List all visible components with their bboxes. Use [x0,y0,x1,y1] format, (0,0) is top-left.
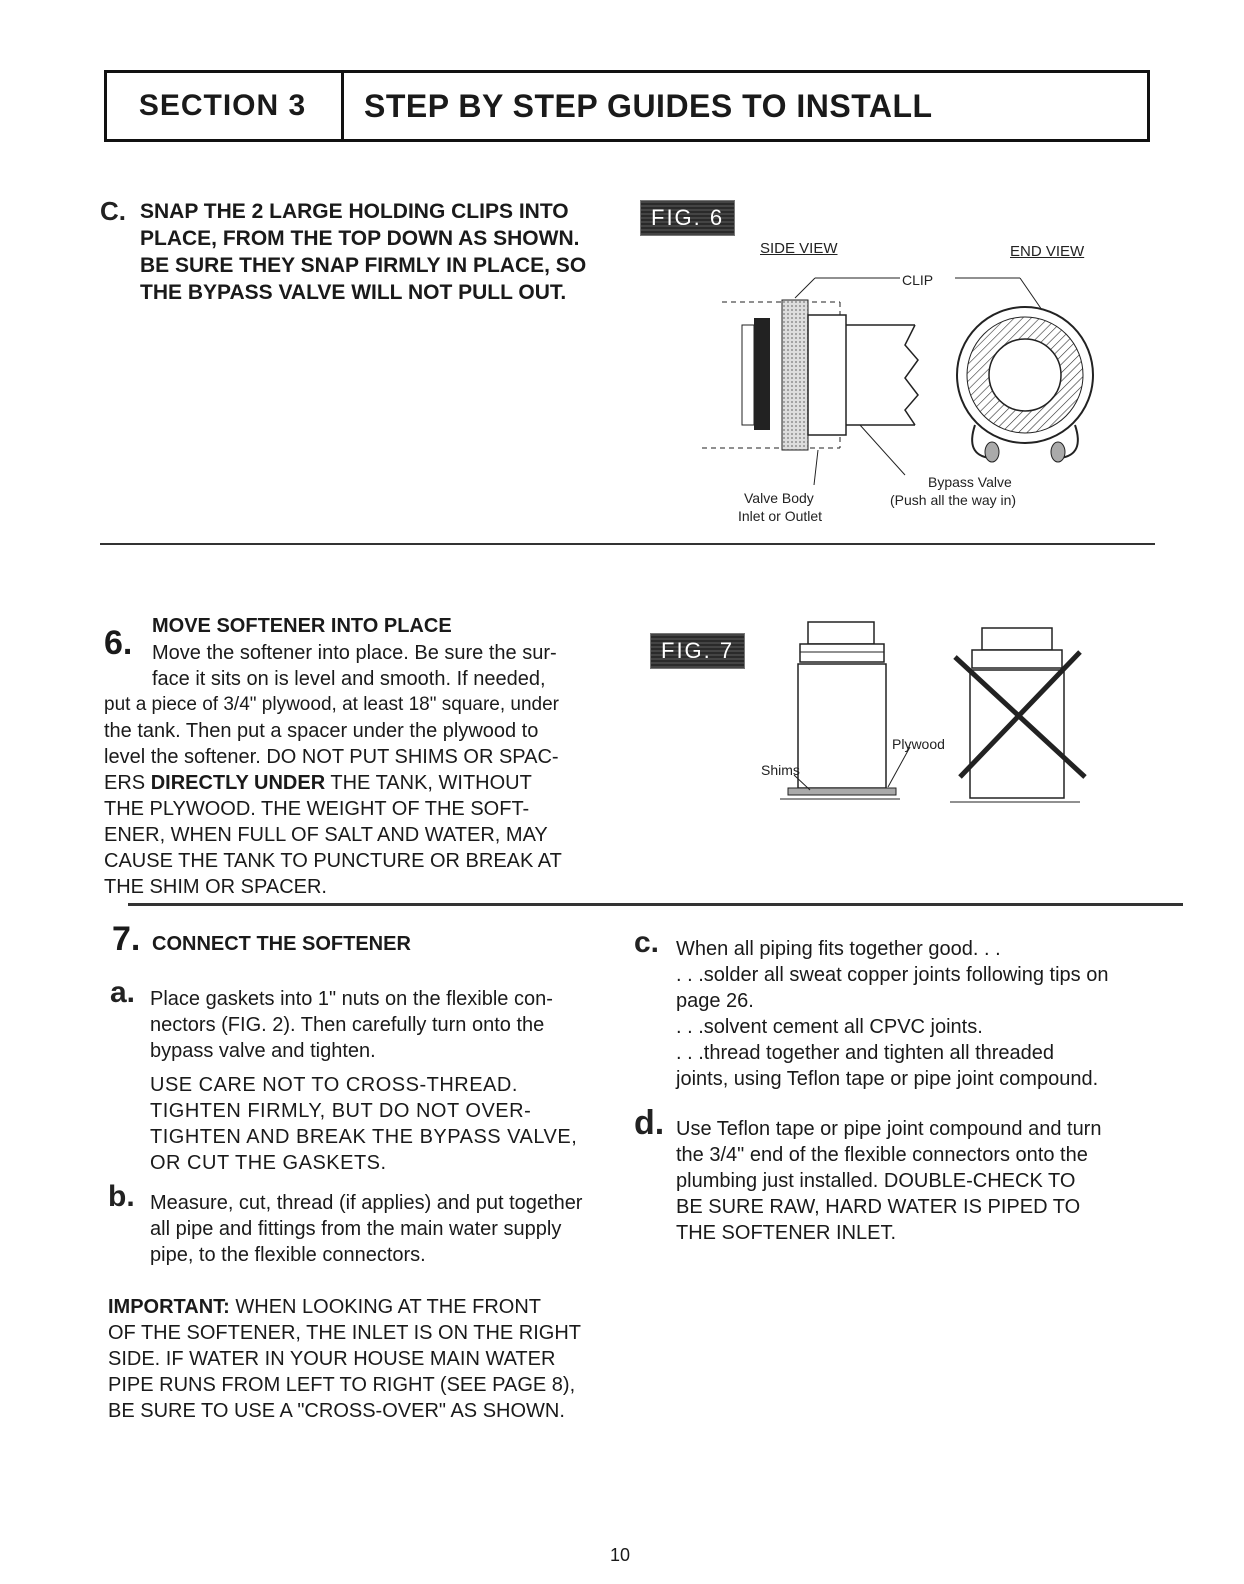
step-a-marker: a. [110,976,136,1009]
text: THE TANK, WITHOUT [325,772,532,794]
text-line [108,1294,628,1320]
step-c-marker: C. [100,196,126,226]
text-line: BE SURE RAW, HARD WATER IS PIPED TO [676,1196,1081,1218]
side-view-label: SIDE VIEW [760,240,838,257]
important-note [108,1294,628,1424]
step-c-marker-2: c. [634,926,660,959]
clip-label: CLIP [902,272,934,288]
plywood-label: Plywood [892,736,945,752]
important-label: IMPORTANT: [108,1296,230,1318]
text-line: . . .solvent cement all CPVC joints. [676,1016,983,1038]
step6-line3: put a piece of 3/4" plywood, at least 18" square, under [104,694,560,715]
text-line: pipe, to the flexible connectors. [150,1244,426,1266]
step-d-marker: d. [634,1104,665,1142]
text-line: Measure, cut, thread (if applies) and put together [150,1192,583,1214]
section-number: SECTION 3 [104,70,344,142]
page-title: STEP BY STEP GUIDES TO INSTALL [364,87,933,124]
text-line: SIDE. IF WATER IN YOUR HOUSE MAIN WATER [108,1348,556,1370]
caution-text [150,1072,620,1176]
text-line: joints, using Teflon tape or pipe joint compound. [676,1068,1099,1090]
text-line: OF THE SOFTENER, THE INLET IS ON THE RIGHT [108,1322,582,1344]
text-line: USE CARE NOT TO CROSS-THREAD. [150,1074,518,1096]
text-line: the 3/4" end of the flexible connectors onto the [676,1144,1088,1166]
text-line: bypass valve and tighten. [150,1040,376,1062]
text-line: . . .solder all sweat copper joints following tips on [676,964,1109,986]
step6-line5: level the softener. DO NOT PUT SHIMS OR SPAC- [104,746,559,768]
text-line: BE SURE TO USE A "CROSS-OVER" AS SHOWN. [108,1400,565,1422]
text-line: PLACE, FROM THE TOP DOWN AS SHOWN. [140,227,580,250]
fig7-diagram [780,612,1100,812]
step7-title: CONNECT THE SOFTENER [152,933,411,955]
text-line: page 26. [676,990,754,1012]
divider [128,903,1183,906]
inlet-outlet-label: Inlet or Outlet [738,508,823,524]
text-line: . . .thread together and tighten all threaded [676,1042,1055,1064]
step-c-instructions [140,198,630,306]
end-view-label: END VIEW [1010,243,1085,260]
step-c-text [676,936,1146,1092]
text-line: When all piping fits together good. . . [676,938,1001,960]
fig6-label: FIG. 6 [640,200,735,236]
text-line: TIGHTEN FIRMLY, BUT DO NOT OVER- [150,1100,532,1122]
fig7-label: FIG. 7 [650,633,745,669]
bypass-valve-label: Bypass Valve [928,474,1012,490]
text-line: Use Teflon tape or pipe joint compound and turn [676,1118,1102,1140]
step6-line6 [104,770,614,796]
step6-line7: THE PLYWOOD. THE WEIGHT OF THE SOFT- [104,798,530,820]
text-line: SNAP THE 2 LARGE HOLDING CLIPS INTO [140,200,569,223]
text-line: OR CUT THE GASKETS. [150,1152,387,1174]
step6-number: 6. [104,624,133,662]
text: ERS [104,772,151,794]
step6-title: MOVE SOFTENER INTO PLACE [152,615,452,637]
valve-body-label: Valve Body [744,490,814,506]
bypass-valve-note: (Push all the way in) [890,492,1017,508]
text-line: TIGHTEN AND BREAK THE BYPASS VALVE, [150,1126,578,1148]
step6-line8: ENER, WHEN FULL OF SALT AND WATER, MAY [104,824,548,846]
text-line: Place gaskets into 1" nuts on the flexible con- [150,988,553,1010]
step-d-text [676,1116,1146,1246]
step6-line10: THE SHIM OR SPACER. [104,876,327,898]
step6-line1: Move the softener into place. Be sure the sur- [152,642,557,664]
text-line: PIPE RUNS FROM LEFT TO RIGHT (SEE PAGE 8), [108,1374,576,1396]
shims-label: Shims [761,762,800,778]
fig6-diagram [690,260,1140,500]
text-line: nectors (FIG. 2). Then carefully turn onto the [150,1014,545,1036]
step-a-text [150,986,620,1064]
text-line: THE BYPASS VALVE WILL NOT PULL OUT. [140,281,567,304]
text-line: all pipe and fittings from the main water supply [150,1218,562,1240]
text-line: THE SOFTENER INLET. [676,1222,897,1244]
text: WHEN LOOKING AT THE FRONT [229,1296,541,1318]
text-line: plumbing just installed. DOUBLE-CHECK TO [676,1170,1076,1192]
step6-line9: CAUSE THE TANK TO PUNCTURE OR BREAK AT [104,850,562,872]
emphasis-text: DIRECTLY UNDER [150,772,326,794]
divider [100,543,1155,545]
step7-number: 7. [112,920,141,958]
step-b-text [150,1190,620,1268]
page-number: 10 [610,1545,631,1565]
step6-line4: the tank. Then put a spacer under the plywood to [104,720,539,742]
step6-line2: face it sits on is level and smooth. If needed, [152,668,546,690]
step-b-marker: b. [108,1180,135,1213]
text-line: BE SURE THEY SNAP FIRMLY IN PLACE, SO [140,254,587,277]
